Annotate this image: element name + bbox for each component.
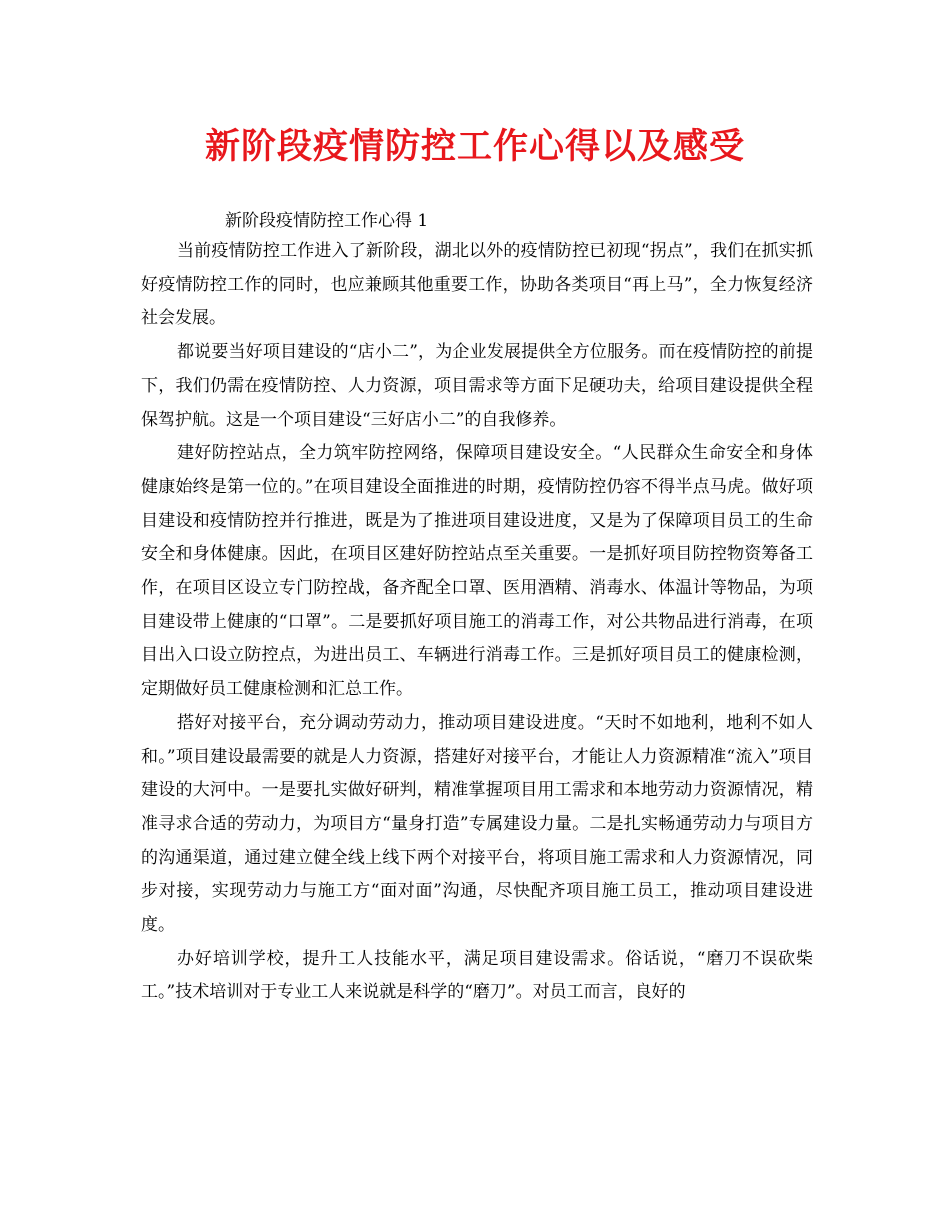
paragraph: 都说要当好项目建设的“店小二”，为企业发展提供全方位服务。而在疫情防控的前提下，我们仍需在疫情防控、人力资源，项目需求等方面下足硬功夫，给项目建设提供全程保驾护航。这是一个项目建设“三好店小二”的自我修养。 xyxy=(141,342,813,430)
paragraph: 当前疫情防控工作进入了新阶段，湖北以外的疫情防控已初现“拐点”，我们在抓实抓好疫情防控工作的同时，也应兼顾其他重要工作，协助各类项目“再上马”，全力恢复经济社会发展。 xyxy=(141,241,813,329)
document-title: 新阶段疫情防控工作心得以及感受 xyxy=(204,126,745,167)
document-body xyxy=(141,235,813,1010)
paragraph: 办好培训学校，提升工人技能水平，满足项目建设需求。俗话说，“磨刀不误砍柴工。”技术培训对于专业工人来说就是科学的“磨刀”。对员工而言，良好的 xyxy=(141,948,813,1003)
paragraph: 建好防控站点，全力筑牢防控网络，保障项目建设安全。“人民群众生命安全和身体健康始终是第一位的。”在项目建设全面推进的时期，疫情防控仍容不得半点马虎。做好项目建设和疫情防控并行推进，既是为了推进项目建设进度，又是为了保障项目员工的生命安全和身体健康。因此，在项目区建好防控站点至关重要。一是抓好项目防控物资筹备工作，在项目区设立专门防控战，备齐配全口罩、医用酒精、消毒水、体温计等物品，为项目建设带上健康的“口罩”。二是要抓好项目施工的消毒工作，对公共物品进行消毒，在项目出入口设立防控点，为进出员工、车辆进行消毒工作。三是抓好项目员工的健康检测，定期做好员工健康检测和汇总工作。 xyxy=(141,443,813,700)
document-subtitle: 新阶段疫情防控工作心得 1 xyxy=(225,211,429,231)
paragraph: 搭好对接平台，充分调动劳动力，推动项目建设进度。“天时不如地利，地利不如人和。”项目建设最需要的就是人力资源，搭建好对接平台，才能让人力资源精准“流入”项目建设的大河中。一是要扎实做好研判，精准掌握项目用工需求和本地劳动力资源情况，精准寻求合适的劳动力，为项目方“量身打造”专属建设力量。二是扎实畅通劳动力与项目方的沟通渠道，通过建立健全线上线下两个对接平台，将项目施工需求和人力资源情况，同步对接，实现劳动力与施工方“面对面”沟通，尽快配齐项目施工员工，推动项目建设进度。 xyxy=(141,712,813,936)
